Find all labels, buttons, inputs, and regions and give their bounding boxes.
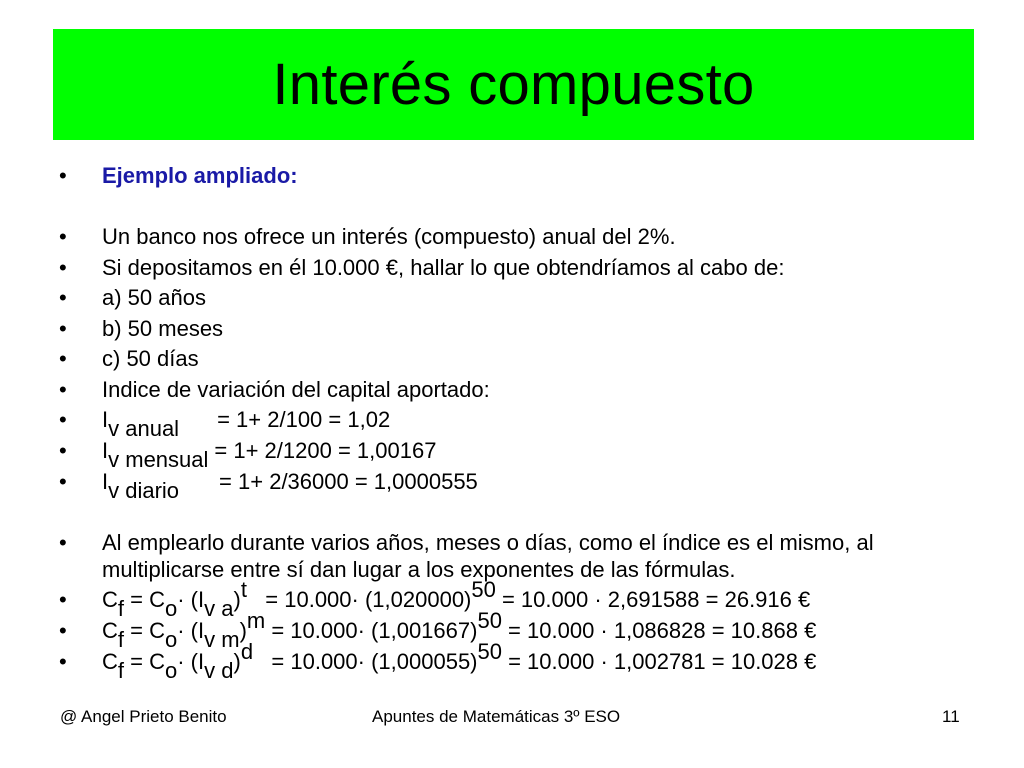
statement-line: Un banco nos ofrece un interés (compuesto) anual del 2%. <box>102 224 676 249</box>
bullet-icon: • <box>59 346 67 371</box>
footer-page-number: 11 <box>942 707 960 726</box>
bullet-icon: • <box>59 530 67 555</box>
compound-formula-years: Cf = Co· (Iv a)t = 10.000· (1,020000)50 = 10.000 · 2,691588 = 26.916 € <box>102 577 811 621</box>
compound-formula-days: Cf = Co· (Iv d)d = 10.000· (1,000055)50 = 10.000 · 1,002781 = 10.028 € <box>102 639 817 683</box>
option-a: a) 50 años <box>102 285 206 310</box>
footer-author: @ Angel Prieto Benito <box>60 707 227 726</box>
option-b: b) 50 meses <box>102 316 224 341</box>
index-heading: Indice de variación del capital aportado: <box>102 377 490 402</box>
bullet-icon: • <box>59 377 67 402</box>
bullet-icon: • <box>59 469 67 494</box>
bullet-icon: • <box>59 163 67 188</box>
bullet-icon: • <box>59 224 67 249</box>
footer-course: Apuntes de Matemáticas 3º ESO <box>372 707 621 726</box>
question-line: Si depositamos en él 10.000 €, hallar lo que obtendríamos al cabo de: <box>102 255 785 280</box>
explanation-text: Al emplearlo durante varios años, meses o días, como el índice es el mismo, al multiplicarse entre sí dan lugar a los exponentes de las fórmulas. <box>102 530 874 582</box>
slide-title: Interés compuesto <box>272 52 755 117</box>
bullet-icon: • <box>59 438 67 463</box>
iv-monthly-formula: Iv mensual = 1+ 2/1200 = 1,00167 <box>102 438 437 472</box>
bullet-icon: • <box>59 587 67 612</box>
bullet-icon: • <box>59 618 67 643</box>
option-c: c) 50 días <box>102 346 199 371</box>
iv-annual-formula: Iv anual = 1+ 2/100 = 1,02 <box>102 407 391 441</box>
compound-formula-months: Cf = Co· (Iv m)m = 10.000· (1,001667)50 = 10.000 · 1,086828 = 10.868 € <box>102 608 817 652</box>
iv-daily-formula: Iv diario = 1+ 2/36000 = 1,0000555 <box>102 469 478 503</box>
example-heading: Ejemplo ampliado: <box>102 163 298 188</box>
bullet-icon: • <box>59 316 67 341</box>
bullet-icon: • <box>59 285 67 310</box>
bullet-icon: • <box>59 407 67 432</box>
bullet-icon: • <box>59 255 67 280</box>
bullet-icon: • <box>59 649 67 674</box>
